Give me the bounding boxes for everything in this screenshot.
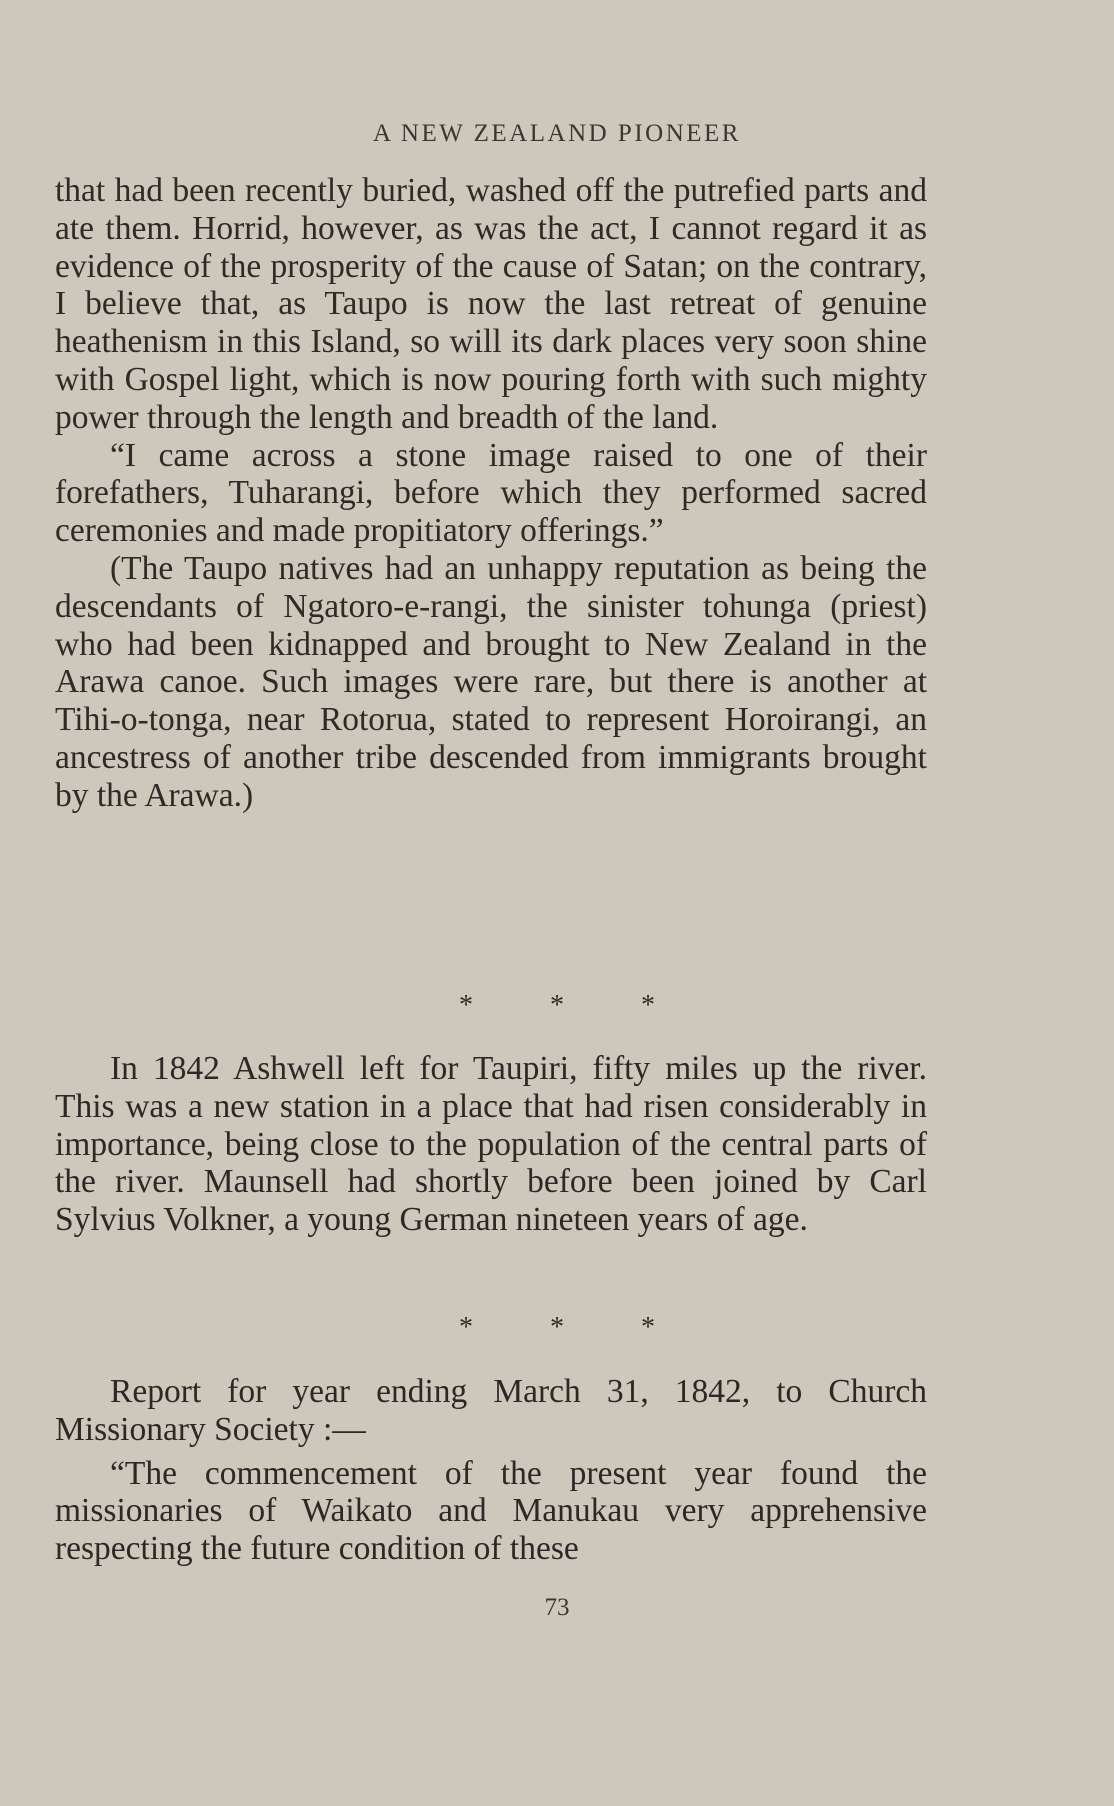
section-separator (0, 1312, 1114, 1344)
text-block-middle (55, 1050, 927, 1239)
paragraph-stone-image-quote: “I came across a stone image raised to one of their forefathers, Tuharangi, before which they performed sacred ceremonies and made propitiatory offerings.” (55, 436, 927, 550)
separator-star: * (459, 990, 473, 1021)
section-separator (0, 990, 1114, 1022)
paragraph-continued: that had been recently buried, washed off the putrefied parts and ate them. Horrid, however, as was the act, I cannot regard it as evidence of the prosperity of the cause of Satan; on the contrary, I believe that, as Taupo is now the last retreat of genuine heathenism in this Island, so will its dark places very soon shine with Gospel light, which is now pouring forth with such mighty power through the length and breadth of the land. (55, 172, 927, 436)
separator-star: * (459, 1312, 473, 1343)
paragraph-report-heading: Report for year ending March 31, 1842, to Church Missionary Society :— (55, 1373, 927, 1448)
page-number: 73 (544, 1594, 570, 1621)
running-head: A NEW ZEALAND PIONEER (373, 120, 741, 147)
paragraph-report-quote: “The commencement of the present year found the missionaries of Waikato and Manukau very apprehensive respecting the future condition of these (55, 1454, 927, 1568)
paragraph-taupo-note: (The Taupo natives had an unhappy reputation as being the descendants of Ngatoro-e-rangi, the sinister tohunga (priest) who had been kidnapped and brought to New Zealand in the Arawa canoe. Such images were rare, but there is another at Tihi-o-tonga, near Rotorua, stated to represent Horoirangi, an ancestress of another tribe descended from immigrants brought by the Arawa.) (55, 549, 927, 814)
separator-star: * (641, 1312, 655, 1343)
separator-star: * (641, 990, 655, 1021)
text-block-top (55, 172, 927, 815)
paragraph-ashwell-taupiri: In 1842 Ashwell left for Taupiri, fifty miles up the river. This was a new station in a place that had risen considerably in importance, being close to the population of the central parts of the river. Maunsell had shortly before been joined by Carl Sylvius Volkner, a young German nineteen years of age. (55, 1050, 927, 1239)
text-block-bottom (55, 1373, 927, 1568)
separator-star: * (550, 990, 564, 1021)
separator-star: * (550, 1312, 564, 1343)
